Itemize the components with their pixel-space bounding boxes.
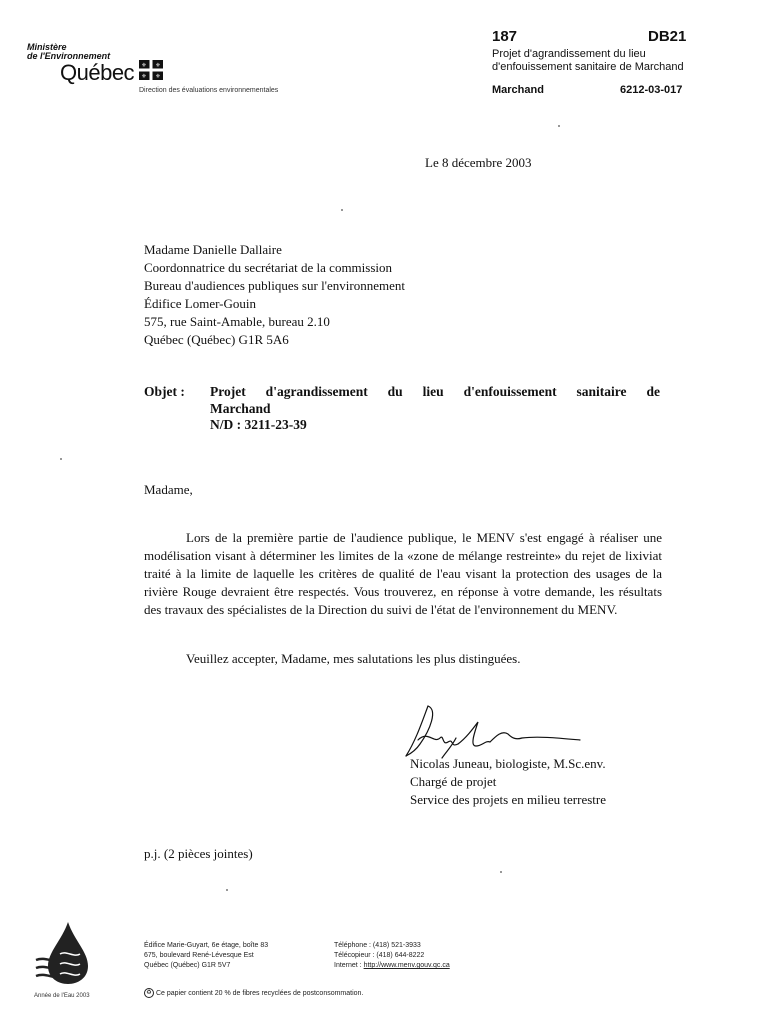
scan-speck	[60, 458, 62, 460]
footer-fax: Télécopieur : (418) 644-8222	[334, 952, 425, 959]
svg-text:⚜: ⚜	[141, 63, 147, 69]
direction-name: Direction des évaluations environnementales	[139, 87, 279, 94]
subject-line-1: Projet d'agrandissement du lieu d'enfouissement sanitaire de	[210, 384, 660, 399]
subject-label: Objet :	[144, 384, 185, 399]
footer-address	[144, 941, 268, 971]
footer-website-link[interactable]: http://www.menv.gouv.qc.ca	[363, 962, 450, 969]
footer-address-line-2: 675, boulevard René-Lévesque Est	[144, 952, 254, 959]
scan-speck	[500, 871, 502, 873]
quebec-wordmark: Québec	[60, 60, 135, 85]
enclosures-note: p.j. (2 pièces jointes)	[144, 846, 253, 861]
recipient-organization: Bureau d'audiences publiques sur l'environnement	[144, 278, 406, 293]
recipient-street: 575, rue Saint-Amable, bureau 2.10	[144, 314, 330, 329]
recipient-title: Coordonnatrice du secrétariat de la commission	[144, 260, 393, 275]
letter-date: Le 8 décembre 2003	[425, 155, 532, 170]
ministry-line-1: Ministère	[27, 42, 67, 52]
signatory-name: Nicolas Juneau, biologiste, M.Sc.env.	[410, 756, 606, 771]
body-paragraph: Lors de la première partie de l'audience publique, le MENV s'est engagé à réaliser une modélisation visant à déterminer les limites de la «zone de mélange restreinte» du rejet de lixiviat traité à la limite de laquelle les critères de qualité de l'eau visant la protection des usages de la rivière Rouge devraient être respectés. Vous trouverez, en réponse à votre demande, les résultats des travaux des spécialistes de la Direction du suivi de l'état de l'environnement du MENV.	[144, 530, 662, 617]
scan-speck	[226, 889, 228, 891]
project-title-line-1: Projet d'agrandissement du lieu	[492, 48, 646, 60]
signatory-service: Service des projets en milieu terrestre	[410, 792, 607, 807]
svg-text:⚜: ⚜	[155, 63, 161, 69]
project-title-line-2: d'enfouissement sanitaire de Marchand	[492, 61, 684, 73]
document-number: 187	[492, 28, 518, 45]
fleurdelise-flag-icon	[139, 60, 163, 80]
file-number: 6212-03-017	[620, 84, 683, 96]
footer-phone: Téléphone : (418) 521-3933	[334, 942, 421, 949]
footer-internet-label: Internet :	[334, 962, 362, 969]
document-code: DB21	[648, 28, 687, 45]
signatory-role: Chargé de projet	[410, 774, 497, 789]
scan-speck	[341, 209, 343, 211]
svg-text:⚜: ⚜	[155, 74, 161, 80]
signature-block	[410, 755, 606, 809]
handwritten-signature	[398, 700, 588, 762]
footer-internet	[334, 961, 450, 971]
water-drop-logo-icon	[34, 920, 90, 990]
recipient-name: Madame Danielle Dallaire	[144, 242, 282, 257]
logo-caption: Année de l'Eau 2003	[34, 993, 90, 999]
footer-address-line-3: Québec (Québec) G1R 5V7	[144, 962, 231, 969]
footer-contact	[334, 941, 450, 971]
recycled-paper-note	[144, 988, 363, 999]
subject-reference: N/D : 3211-23-39	[210, 417, 307, 432]
recipient-building: Édifice Lomer-Gouin	[144, 296, 257, 311]
closing-formula: Veuillez accepter, Madame, mes salutations les plus distinguées.	[186, 651, 521, 666]
recycled-paper-text: Ce papier contient 20 % de fibres recyclées de postconsommation.	[156, 989, 364, 997]
recipient-city: Québec (Québec) G1R 5A6	[144, 332, 289, 347]
project-place: Marchand	[492, 84, 544, 96]
scan-speck	[558, 125, 560, 127]
recycle-icon: ♻	[144, 988, 154, 998]
ministry-line-2: de l'Environnement	[27, 51, 111, 61]
recipient-address	[144, 241, 405, 349]
footer-address-line-1: Édifice Marie-Guyart, 6e étage, boîte 83	[144, 942, 269, 949]
salutation: Madame,	[144, 482, 193, 497]
subject-line-2: Marchand	[210, 400, 271, 416]
svg-text:⚜: ⚜	[141, 74, 147, 80]
subject-text	[210, 384, 660, 434]
